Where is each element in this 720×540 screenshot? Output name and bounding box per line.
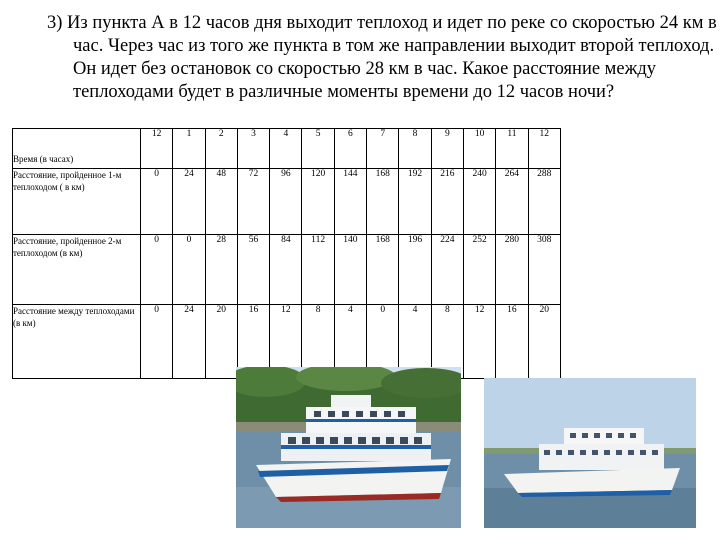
table-cell: 240 [463,169,495,235]
table-cell: 196 [399,235,431,305]
table-cell: 20 [205,305,237,379]
table-cell: 12 [270,305,302,379]
table-cell: 72 [237,169,269,235]
table-cell: 168 [367,235,399,305]
table-cell: 12 [463,305,495,379]
table-cell: 5 [302,129,334,169]
row-label: Время (в часах) [13,129,141,169]
table-cell: 252 [463,235,495,305]
table-cell: 11 [496,129,528,169]
ship1-distance-row [13,169,561,235]
table-cell: 288 [528,169,560,235]
table-cell: 56 [237,235,269,305]
row-label: Расстояние, пройденное 1-м теплоходом ( в км) [13,169,141,235]
table-cell: 280 [496,235,528,305]
table-cell: 140 [334,235,366,305]
table-cell: 16 [237,305,269,379]
table-cell: 112 [302,235,334,305]
ship2-distance-row [13,235,561,305]
table-cell: 168 [367,169,399,235]
table-cell: 0 [367,305,399,379]
table-cell: 144 [334,169,366,235]
distance-table [12,128,561,379]
table-cell: 16 [496,305,528,379]
table-cell: 28 [205,235,237,305]
table-cell: 0 [141,169,173,235]
table-cell: 4 [399,305,431,379]
table-cell: 2 [205,129,237,169]
table-cell: 192 [399,169,431,235]
row-label: Расстояние, пройденное 2-м теплоходом (в км) [13,235,141,305]
row-label: Расстояние между теплоходами (в км) [13,305,141,379]
table-cell: 10 [463,129,495,169]
table-cell: 264 [496,169,528,235]
table-cell: 216 [431,169,463,235]
table-cell: 6 [334,129,366,169]
table-cell: 0 [173,235,205,305]
problem-text: 3) Из пункта А в 12 часов дня выходит теплоход и идет по реке со скоростью 24 км в час. Через час из того же пункта в том же направлении выходит второй теплоход. Он идет без остановок со скоростью 28 км в час. Какое расстояние между теплоходами будет в различные моменты времени до 12 часов ночи? [47,13,717,102]
table-cell: 24 [173,169,205,235]
table-cell: 7 [367,129,399,169]
table-cell: 120 [302,169,334,235]
table-cell: 48 [205,169,237,235]
table-cell: 0 [141,235,173,305]
table-cell: 4 [270,129,302,169]
ship-photo-right [484,378,696,528]
table-cell: 224 [431,235,463,305]
table-cell: 12 [141,129,173,169]
table-cell: 8 [399,129,431,169]
table-cell: 8 [431,305,463,379]
table-cell: 4 [334,305,366,379]
table-cell: 20 [528,305,560,379]
table-cell: 0 [141,305,173,379]
table-cell: 8 [302,305,334,379]
table-cell: 96 [270,169,302,235]
table-cell: 24 [173,305,205,379]
table-cell: 9 [431,129,463,169]
table-cell: 308 [528,235,560,305]
table-cell: 1 [173,129,205,169]
ship-photo-left [236,367,461,528]
table-cell: 3 [237,129,269,169]
time-row [13,129,561,169]
table-cell: 84 [270,235,302,305]
table-cell: 12 [528,129,560,169]
